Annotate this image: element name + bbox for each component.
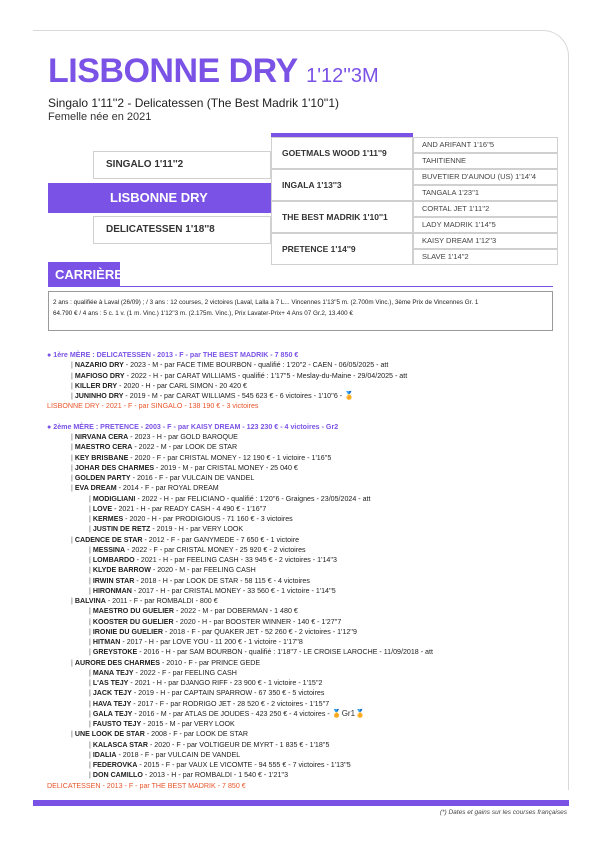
pedigree-great-grandparent: BUVETIER D'AUNOU (US) 1'14''4: [413, 169, 558, 185]
catalog-page: [33, 30, 569, 790]
tree-pipe: |: [89, 709, 93, 718]
descendant-name: MANA TEJY: [92, 668, 134, 677]
descendant-entry: [47, 483, 562, 493]
descendant-name: HAVA TEJY: [92, 699, 132, 708]
descendant-entry: [47, 770, 562, 780]
tree-pipe: |: [71, 433, 75, 441]
descendant-name: KOOSTER DU GUELIER: [92, 617, 174, 626]
pedigree-great-grandparent: AND ARIFANT 1'16''5: [413, 137, 558, 153]
pedigree-great-grandparent: CORTAL JET 1'11''2: [413, 201, 558, 217]
descendant-name: MAESTRO CERA: [74, 443, 133, 452]
tree-pipe: |: [71, 371, 75, 380]
tree-pipe: |: [89, 740, 93, 749]
descendant-details: - 2016 - H - par SAM BOURBON - qualifié : 1'18''7 - LE CROISE LAROCHE - 11/09/2018 - att: [137, 648, 433, 657]
descendant-name: JUNINHO DRY: [74, 392, 124, 400]
descendant-details: - 2023 - H - par GOLD BAROQUE: [128, 433, 238, 441]
tree-pipe: |: [89, 504, 93, 513]
tree-pipe: |: [89, 699, 93, 708]
descendant-name: GALA TEJY: [92, 709, 133, 718]
tree-pipe: |: [71, 453, 75, 462]
descendant-details: - 2022 - M - par DOBERMAN - 1 480 €: [174, 607, 298, 616]
pedigree-grandparent: GOETMALS WOOD 1'11''9: [271, 137, 413, 169]
descendant-details: - 2010 - F - par PRINCE GEDE: [159, 658, 261, 667]
descendant-details: - 2019 - M - par CRISTAL MONEY - 25 040 €: [154, 463, 298, 472]
tree-pipe: |: [89, 771, 93, 780]
pedigree-great-grandparent: TANGALA 1'23''1: [413, 185, 558, 201]
descendant-details: - 2019 - H - par VERY LOOK: [150, 525, 244, 534]
descendant-details: - 2018 - F - par VULCAIN DE VANDEL: [116, 750, 241, 759]
tree-pipe: |: [71, 381, 75, 390]
descendant-name: JOHAR DES CHARMES: [74, 463, 155, 472]
descendant-entry: [47, 740, 562, 750]
descendant-name: NIRVANA CERA: [74, 433, 129, 441]
descendant-name: KERMES: [92, 515, 124, 523]
footer-bar: [33, 800, 569, 806]
maternal-family-list: [47, 350, 562, 791]
descendant-entry: [47, 524, 562, 534]
descendant-entry: [47, 596, 562, 606]
descendant-name: UNE LOOK DE STAR: [74, 730, 145, 739]
horse-name: LISBONNE DRY: [48, 52, 298, 90]
descendant-name: L'AS TEJY: [92, 679, 129, 687]
descendant-name: HITMAN: [92, 638, 121, 646]
tree-pipe: |: [71, 484, 75, 493]
pedigree-great-grandparent: KAISY DREAM 1'12''3: [413, 233, 558, 249]
descendant-details: - 2015 - M - par VERY LOOK: [141, 720, 235, 728]
descendant-entry: [47, 442, 562, 452]
descendant-entry: [47, 617, 562, 627]
medal-icon: 🏅Gr1🏅: [331, 708, 365, 718]
tree-pipe: |: [89, 648, 93, 657]
pedigree-grandparent: PRETENCE 1'14''9: [271, 233, 413, 265]
descendant-details: - 2023 - M - par FACE TIME BOURBON - qualifié : 1'20''2 - CAEN - 06/05/2025 - att: [123, 361, 389, 370]
tree-pipe: |: [71, 361, 75, 370]
descendant-entry: [47, 381, 562, 391]
descendant-details: - 2020 - H - par PRODIGIOUS - 71 160 € - 3 victoires: [123, 515, 293, 523]
tree-pipe: |: [71, 463, 75, 472]
dam-heading: ● 2ème MÈRE : PRETENCE - 2003 - F - par KAISY DREAM - 123 230 € - 4 victoires - Gr2: [47, 422, 339, 431]
descendant-entry: [47, 391, 562, 401]
descendant-details: - 2013 - H - par ROMBALDI - 1 540 € - 1'21''3: [142, 771, 289, 780]
descendant-name: HIRONMAN: [92, 586, 132, 595]
descendant-entry: [47, 699, 562, 709]
descendant-entry: [47, 371, 562, 381]
descendant-entry: [47, 565, 562, 575]
tree-pipe: |: [71, 597, 75, 605]
descendant-details: - 2017 - H - par LOVE YOU - 11 200 € - 1 victoire - 1'17''8: [120, 638, 303, 646]
descendant-details: - 2020 - M - par FEELING CASH: [150, 566, 256, 575]
pedigree-grandparent: INGALA 1'13''3: [271, 169, 413, 201]
tree-pipe: |: [89, 607, 93, 616]
tree-pipe: |: [71, 730, 75, 739]
descendant-entry: [47, 360, 562, 370]
descendant-entry: [47, 606, 562, 616]
tree-pipe: |: [89, 617, 93, 626]
tree-pipe: |: [89, 566, 93, 575]
tree-pipe: |: [89, 638, 93, 646]
descendant-name: IRONIE DU GUELIER: [92, 627, 163, 636]
descendant-entry: [47, 709, 562, 719]
career-box: [48, 291, 553, 331]
descendant-details: - 2020 - F - par CRISTAL MONEY - 12 190 € - 1 victoire - 1'16''5: [128, 453, 332, 462]
descendant-entry: [47, 514, 562, 524]
descendant-name: LOMBARDO: [92, 556, 135, 564]
descendant-details: - 2020 - H - par CARL SIMON - 20 420 €: [117, 381, 247, 390]
descendant-details: - 2022 - H - par CARAT WILLIAMS - qualifié : 1'17''5 - Meslay-du-Maine - 29/04/2025 - att: [124, 371, 408, 380]
sex-year-line: Femelle née en 2021: [48, 111, 152, 123]
descendant-name: KILLER DRY: [74, 381, 118, 390]
tree-pipe: |: [71, 392, 75, 400]
pedigree-great-grandparent: LADY MADRIK 1'14''5: [413, 217, 558, 233]
career-divider: [120, 286, 553, 287]
tree-pipe: |: [89, 679, 93, 687]
descendant-entry: [47, 453, 562, 463]
spacer: [47, 412, 562, 422]
descendant-details: - 2016 - M - par ATLAS DE JOUDES - 423 250 € - 4 victoires -: [132, 709, 332, 718]
descendant-name: FEDEROVKA: [92, 761, 138, 769]
pedigree-great-grandparent: SLAVE 1'14''2: [413, 249, 558, 265]
tree-pipe: |: [89, 525, 93, 534]
descendant-name: IDALIA: [92, 750, 117, 759]
tree-pipe: |: [71, 535, 75, 544]
descendant-entry: [47, 504, 562, 514]
descendant-details: - 2018 - F - par QUAKER JET - 52 260 € - 2 victoires - 1'12''9: [162, 627, 357, 636]
descendant-name: NAZARIO DRY: [74, 361, 124, 370]
tree-pipe: |: [71, 443, 75, 452]
descendant-details: - 2015 - F - par VAUX LE VICOMTE - 94 555 € - 7 victoires - 1'13''5: [137, 761, 351, 769]
descendant-name: MAFIOSO DRY: [74, 371, 125, 380]
tree-pipe: |: [89, 515, 93, 523]
descendant-details: - 2014 - F - par ROYAL DREAM: [116, 484, 219, 493]
tree-pipe: |: [89, 720, 93, 728]
descendant-details: - 2022 - H - par FELICIANO - qualifié : 1'20''6 - Graignes - 23/05/2024 - att: [135, 494, 371, 503]
horse-title: [48, 52, 379, 91]
pedigree-dam: DELICATESSEN 1'18''8: [93, 216, 271, 244]
descendant-entry: [47, 668, 562, 678]
pedigree-grandparent: THE BEST MADRIK 1'10''1: [271, 201, 413, 233]
descendant-name: AURORE DES CHARMES: [74, 658, 160, 667]
descendant-details: - 2022 - M - par LOOK DE STAR: [132, 443, 238, 452]
descendant-entry: [47, 463, 562, 473]
tree-pipe: |: [89, 627, 93, 636]
descendant-name: KEY BRISBANE: [74, 453, 129, 462]
tree-pipe: |: [89, 494, 93, 503]
descendant-details: - 2017 - H - par CRISTAL MONEY - 33 560 € - 1 victoire - 1'14''5: [131, 586, 336, 595]
descendant-entry: [47, 545, 562, 555]
career-line: 64.790 € / 4 ans : 5 c. 1 v. (1 m. Vinc.) 1'12''3 m. (2.175m. Vinc.), Prix Lavater-Prix+ 4 Ans 07 Gr.2, 13.400 €: [53, 310, 353, 317]
career-heading: CARRIÈRE: [48, 262, 120, 287]
descendant-details: - 2021 - H - par DJANGO RIFF - 23 900 € - 1 victoire - 1'15''2: [128, 679, 323, 687]
descendant-entry: [47, 688, 562, 698]
descendant-name: IRWIN STAR: [92, 576, 135, 585]
descendant-entry: [47, 729, 562, 739]
descendant-entry: [47, 432, 562, 442]
descendant-entry: [47, 494, 562, 504]
descendant-name: JUSTIN DE RETZ: [92, 525, 151, 534]
career-line: 2 ans : qualifiée à Laval (26/09) ; / 3 ans : 12 courses, 2 victoires (Laval, Lalla à 7 L... Vincennes 1'13''5 m. (2.700m Vinc.), 3ème Prix de Vincennes Gr. 1: [53, 299, 479, 306]
family-summary-line: DELICATESSEN - 2013 - F - par THE BEST MADRIK - 7 850 €: [47, 781, 246, 790]
medal-icon: 🏅: [344, 391, 355, 400]
tree-pipe: |: [71, 658, 75, 667]
descendant-details: - 2008 - F - par LOOK DE STAR: [144, 730, 249, 739]
descendant-name: BALVINA: [74, 597, 106, 605]
descendant-details: - 2021 - H - par READY CASH - 4 490 € - 1'16''7: [112, 504, 267, 513]
descendant-name: EVA DREAM: [74, 484, 117, 493]
descendant-name: DON CAMILLO: [92, 771, 143, 780]
tree-pipe: |: [89, 576, 93, 585]
descendant-entry: [47, 555, 562, 565]
descendant-name: MAESTRO DU GUELIER: [92, 607, 175, 616]
descendant-entry: [47, 678, 562, 688]
descendant-name: FAUSTO TEJY: [92, 720, 142, 728]
descendant-name: LOVE: [92, 504, 113, 513]
footer-note: (*) Dates et gains sur les courses françaises: [439, 809, 567, 816]
tree-pipe: |: [89, 750, 93, 759]
descendant-name: MESSINA: [92, 545, 126, 554]
horse-record: 1'12''3M: [306, 65, 379, 87]
descendant-details: - 2017 - F - par RODRIGO JET - 28 520 € - 2 victoires - 1'15''7: [131, 699, 330, 708]
descendant-details: - 2022 - F - par CRISTAL MONEY - 25 920 € - 2 victoires: [125, 545, 306, 554]
tree-pipe: |: [71, 474, 75, 482]
tree-pipe: |: [89, 545, 93, 554]
tree-pipe: |: [89, 689, 93, 698]
tree-pipe: |: [89, 668, 93, 677]
descendant-entry: [47, 627, 562, 637]
descendant-entry: [47, 760, 562, 770]
descendant-entry: [47, 647, 562, 657]
descendant-entry: [47, 576, 562, 586]
descendant-entry: [47, 750, 562, 760]
descendant-details: - 2012 - F - par GANYMEDE - 7 650 € - 1 victoire: [142, 535, 300, 544]
tree-pipe: |: [89, 556, 93, 564]
descendant-name: GOLDEN PARTY: [74, 474, 131, 482]
dam-heading: ● 1ère MÈRE : DELICATESSEN - 2013 - F - par THE BEST MADRIK - 7 850 €: [47, 351, 299, 359]
descendant-name: JACK TEJY: [92, 689, 132, 698]
descendant-details: - 2020 - H - par BOOSTER WINNER - 140 € - 1'27''7: [173, 617, 342, 626]
descendant-details: - 2019 - H - par CAPTAIN SPARROW - 67 350 € - 5 victoires: [131, 689, 325, 698]
descendant-name: KALASCA STAR: [92, 740, 148, 749]
descendant-details: - 2019 - M - par CARAT WILLIAMS - 545 623 € - 6 victoires - 1'10''6 -: [123, 392, 345, 400]
tree-pipe: |: [89, 586, 93, 595]
descendant-name: GREYSTOKE: [92, 648, 138, 657]
descendant-entry: [47, 658, 562, 668]
descendant-details: - 2021 - H - par FEELING CASH - 33 945 € - 2 victoires - 1'14''3: [134, 556, 337, 564]
pedigree-horse: LISBONNE DRY: [48, 183, 271, 213]
descendant-name: KLYDE BARROW: [92, 566, 151, 575]
descendant-entry: [47, 535, 562, 545]
descendant-entry: [47, 473, 562, 483]
descendant-details: - 2011 - F - par ROMBALDI - 800 €: [105, 597, 218, 605]
descendant-entry: [47, 719, 562, 729]
pedigree-great-grandparent: TAHITIENNE: [413, 153, 558, 169]
tree-pipe: |: [89, 761, 93, 769]
family-summary-line: LISBONNE DRY - 2021 - F - par SINGALO - 138 190 € - 3 victoires: [47, 402, 259, 411]
descendant-details: - 2022 - F - par FEELING CASH: [133, 668, 237, 677]
descendant-details: - 2020 - F - par VOLTIGEUR DE MYRT - 1 835 € - 1'18''5: [148, 740, 330, 749]
descendant-entry: [47, 637, 562, 647]
descendant-details: - 2018 - H - par LOOK DE STAR - 58 115 € - 4 victoires: [134, 576, 310, 585]
descendant-entry: [47, 586, 562, 596]
descendant-details: - 2016 - F - par VULCAIN DE VANDEL: [130, 474, 255, 482]
parents-line: Singalo 1'11''2 - Delicatessen (The Best Madrik 1'10''1): [48, 96, 339, 110]
pedigree-sire: SINGALO 1'11''2: [93, 151, 271, 179]
descendant-name: CADENCE DE STAR: [74, 535, 143, 544]
descendant-name: MODIGLIANI: [92, 494, 136, 503]
